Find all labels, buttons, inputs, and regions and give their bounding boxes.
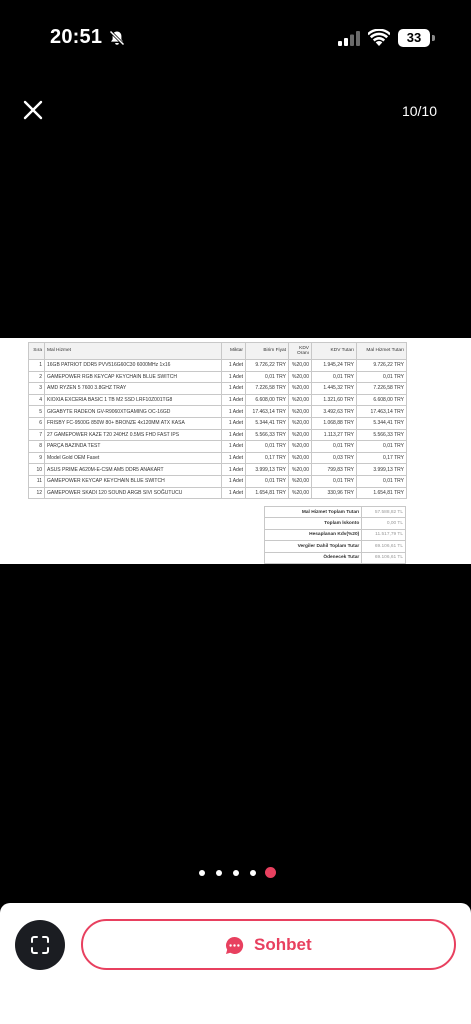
summary-label: Ödenecek Tutar: [265, 552, 362, 563]
unit-price: 0,17 TRY: [246, 452, 289, 464]
column-header-kdv-orani: KDV Oranı: [289, 343, 312, 360]
row-number: 8: [29, 441, 45, 453]
vat-amount: 0,01 TRY: [312, 371, 357, 383]
line-total: 17.463,14 TRY: [357, 406, 407, 418]
vat-rate: %20,00: [289, 429, 312, 441]
line-total: 9.726,22 TRY: [357, 360, 407, 372]
page-dot[interactable]: [233, 870, 239, 876]
vat-rate: %20,00: [289, 417, 312, 429]
row-number: 3: [29, 383, 45, 395]
unit-price: 7.226,58 TRY: [246, 383, 289, 395]
item-quantity: 1 Adet: [222, 371, 246, 383]
item-quantity: 1 Adet: [222, 441, 246, 453]
table-row: [29, 475, 407, 487]
status-time: 20:51: [50, 26, 103, 48]
invoice-table: [28, 342, 407, 499]
vat-rate: %20,00: [289, 360, 312, 372]
row-number: 9: [29, 452, 45, 464]
line-total: 1.654,81 TRY: [357, 487, 407, 499]
table-row: [29, 371, 407, 383]
unit-price: 17.463,14 TRY: [246, 406, 289, 418]
cellular-signal-icon: [338, 31, 360, 46]
item-quantity: 1 Adet: [222, 452, 246, 464]
summary-value: 69.106,61 TL: [362, 552, 406, 563]
vat-amount: 1.445,32 TRY: [312, 383, 357, 395]
battery-indicator: 33: [398, 29, 430, 47]
vat-rate: %20,00: [289, 464, 312, 476]
row-number: 1: [29, 360, 45, 372]
item-name: Model Gold OEM Faset: [45, 452, 222, 464]
page-indicator: [199, 867, 279, 879]
summary-row: [265, 507, 406, 518]
invoice-summary: [264, 506, 406, 564]
summary-label: Hesaplanan Kdv(%20): [265, 529, 362, 540]
row-number: 12: [29, 487, 45, 499]
row-number: 6: [29, 417, 45, 429]
item-name: KIOXIA EXCERIA BASIC 1 TB M2 SSD LRF10Z001TG8: [45, 394, 222, 406]
item-quantity: 1 Adet: [222, 360, 246, 372]
table-row: [29, 360, 407, 372]
table-row: [29, 406, 407, 418]
line-total: 5.344,41 TRY: [357, 417, 407, 429]
invoice-rows: [29, 360, 407, 499]
column-header-sira: Sıra: [29, 343, 45, 360]
invoice-header-row: [29, 343, 407, 360]
vat-rate: %20,00: [289, 441, 312, 453]
chat-button[interactable]: [81, 919, 456, 970]
line-total: 7.226,58 TRY: [357, 383, 407, 395]
wifi-icon: [368, 29, 390, 46]
table-row: [29, 464, 407, 476]
row-number: 5: [29, 406, 45, 418]
item-quantity: 1 Adet: [222, 429, 246, 441]
page-dot[interactable]: [250, 870, 256, 876]
vat-rate: %20,00: [289, 394, 312, 406]
close-icon[interactable]: [20, 97, 46, 123]
item-name: FRISBY FC-9500G 850W 80+ BRONZE 4x120MM ATX KASA: [45, 417, 222, 429]
row-number: 10: [29, 464, 45, 476]
vat-rate: %20,00: [289, 487, 312, 499]
item-name: AMD RYZEN 5 7600 3.8GHZ TRAY: [45, 383, 222, 395]
unit-price: 3.999,13 TRY: [246, 464, 289, 476]
unit-price: 1.654,81 TRY: [246, 487, 289, 499]
battery-tip: [432, 35, 435, 41]
summary-label: Toplam İskonto: [265, 518, 362, 529]
vat-rate: %20,00: [289, 475, 312, 487]
item-quantity: 1 Adet: [222, 406, 246, 418]
line-total: 6.608,00 TRY: [357, 394, 407, 406]
item-quantity: 1 Adet: [222, 464, 246, 476]
row-number: 7: [29, 429, 45, 441]
vat-rate: %20,00: [289, 452, 312, 464]
unit-price: 5.566,33 TRY: [246, 429, 289, 441]
item-quantity: 1 Adet: [222, 417, 246, 429]
vat-rate: %20,00: [289, 406, 312, 418]
vat-amount: 330,96 TRY: [312, 487, 357, 499]
vat-amount: 0,01 TRY: [312, 441, 357, 453]
unit-price: 0,01 TRY: [246, 475, 289, 487]
item-name: GAMEPOWER KEYCAP KEYCHAIN BLUE SWITCH: [45, 475, 222, 487]
vat-rate: %20,00: [289, 371, 312, 383]
vat-amount: 1.068,88 TRY: [312, 417, 357, 429]
item-name: GIGABYTE RADEON GV-R9060XTGAMING OC-16GD: [45, 406, 222, 418]
scan-frame-icon: [30, 935, 50, 955]
chat-bubble-icon: [225, 936, 244, 955]
unit-price: 9.726,22 TRY: [246, 360, 289, 372]
vat-amount: 799,83 TRY: [312, 464, 357, 476]
scan-button[interactable]: [15, 920, 65, 970]
table-row: [29, 417, 407, 429]
page-dot-active[interactable]: [265, 867, 276, 878]
column-header-mal-hizmet: Mal Hizmet: [45, 343, 222, 360]
vat-amount: 1.321,60 TRY: [312, 394, 357, 406]
line-total: 0,01 TRY: [357, 475, 407, 487]
line-total: 5.566,33 TRY: [357, 429, 407, 441]
page-dot[interactable]: [199, 870, 205, 876]
item-quantity: 1 Adet: [222, 394, 246, 406]
chat-button-label: Sohbet: [254, 935, 312, 954]
vat-amount: 0,03 TRY: [312, 452, 357, 464]
vat-amount: 0,01 TRY: [312, 475, 357, 487]
item-name: ASUS PRIME A620M-E-CSM AM5 DDR5 ANAKART: [45, 464, 222, 476]
status-bar: [0, 0, 471, 76]
item-quantity: 1 Adet: [222, 383, 246, 395]
unit-price: 6.608,00 TRY: [246, 394, 289, 406]
summary-row: [265, 518, 406, 529]
column-header-mal-hizmet-tutari: Mal Hizmet Tutarı: [357, 343, 407, 360]
table-row: [29, 452, 407, 464]
page-dot[interactable]: [216, 870, 222, 876]
item-name: GAMEPOWER RGB KEYCAP KEYCHAIN BLUE SWITCH: [45, 371, 222, 383]
summary-value: 57.588,82 TL: [362, 507, 406, 518]
vat-rate: %20,00: [289, 383, 312, 395]
item-name: GAMEPOWER SKADI 120 SOUND ARGB SIVI SOĞUTUCU: [45, 487, 222, 499]
table-row: [29, 429, 407, 441]
vat-amount: 3.492,63 TRY: [312, 406, 357, 418]
summary-label: Mal Hizmet Toplam Tutarı: [265, 507, 362, 518]
row-number: 2: [29, 371, 45, 383]
summary-row: [265, 552, 406, 563]
unit-price: 0,01 TRY: [246, 371, 289, 383]
column-header-birim-fiyat: Birim Fiyat: [246, 343, 289, 360]
invoice-document[interactable]: [0, 338, 471, 564]
bell-slash-icon: [108, 29, 126, 47]
unit-price: 5.344,41 TRY: [246, 417, 289, 429]
item-quantity: 1 Adet: [222, 475, 246, 487]
line-total: 3.999,13 TRY: [357, 464, 407, 476]
table-row: [29, 383, 407, 395]
table-row: [29, 487, 407, 499]
item-name: 16GB PATRIOT DDR5 PVV516G60C30 6000MHz 1x16: [45, 360, 222, 372]
summary-value: 0,00 TL: [362, 518, 406, 529]
line-total: 0,01 TRY: [357, 441, 407, 453]
column-header-miktar: Miktar: [222, 343, 246, 360]
row-number: 11: [29, 475, 45, 487]
vat-amount: 1.113,27 TRY: [312, 429, 357, 441]
line-total: 0,01 TRY: [357, 371, 407, 383]
row-number: 4: [29, 394, 45, 406]
item-name: 27 GAMEPOWER KAZE T20 240HZ 0.5MS FHD FAST IPS: [45, 429, 222, 441]
summary-row: [265, 541, 406, 552]
line-total: 0,17 TRY: [357, 452, 407, 464]
summary-value: 11.517,79 TL: [362, 529, 406, 540]
column-header-kdv-tutari: KDV Tutarı: [312, 343, 357, 360]
unit-price: 0,01 TRY: [246, 441, 289, 453]
summary-label: Vergiler Dahil Toplam Tutar: [265, 541, 362, 552]
image-counter: 10/10: [401, 103, 437, 119]
item-name: PARÇA BAZINDA TEST: [45, 441, 222, 453]
summary-row: [265, 529, 406, 540]
item-quantity: 1 Adet: [222, 487, 246, 499]
vat-amount: 1.945,24 TRY: [312, 360, 357, 372]
summary-value: 69.106,61 TL: [362, 541, 406, 552]
bottom-action-bar: [0, 903, 471, 1024]
table-row: [29, 441, 407, 453]
table-row: [29, 394, 407, 406]
